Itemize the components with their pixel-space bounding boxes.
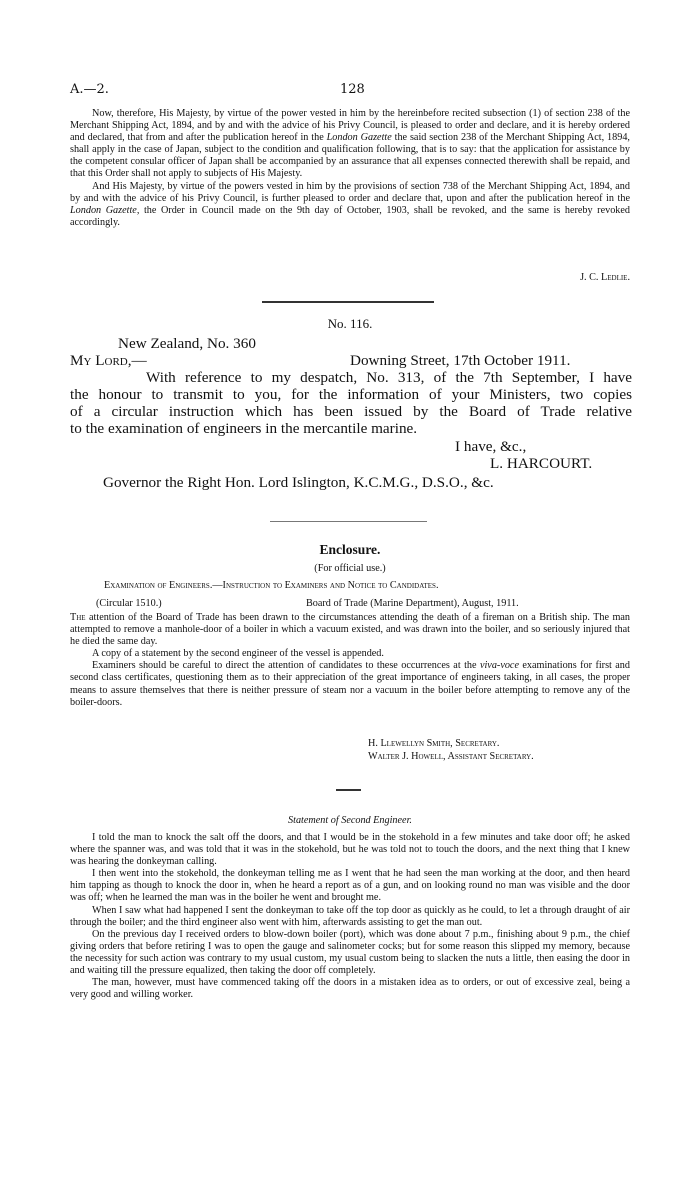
- gazette-name: London Gazette,: [70, 204, 140, 216]
- enclosure-paragraph-2: A copy of a statement by the second engineer of the vessel is appended.: [92, 648, 384, 660]
- enclosure-paragraph-1-lead: The: [70, 612, 86, 623]
- document-reference: A.—2.: [70, 82, 109, 97]
- assistant-secretary-signature: Walter J. Howell, Assistant Secretary.: [368, 751, 534, 762]
- enclosure-heading: Examination of Engineers.—Instruction to Examiners and Notice to Candidates.: [104, 580, 439, 591]
- section-divider: [262, 301, 434, 303]
- order-paragraph-2-text-a: And His Majesty, by virtue of the powers vested in him by the provisions of section 738 of the Merchant Shipping Act, 1894, and by and with the advice of his Privy Council, is further pleased to order and declare that, upon and after the publication hereof in the: [70, 180, 630, 204]
- secretary-signature: H. Llewellyn Smith, Secretary.: [368, 738, 500, 749]
- viva-voce-term: viva-voce: [479, 660, 519, 672]
- despatch-number: No. 116.: [327, 316, 373, 331]
- enclosure-paragraph-3-text-b: examinations for first and second class certificates, questioning them as to their appreciation of the great importance of engineers taking, in all cases, the proper means to assure themselves that there is neither pressure of steam nor a vacuum in the boiler before attempting to remove any of the boiler-doors.: [70, 660, 630, 708]
- despatch-closing: I have, &c.,: [455, 438, 527, 455]
- despatch-line-1: With reference to my despatch, No. 313, of the 7th September, I have: [146, 369, 632, 386]
- statement-paragraph-4: On the previous day I received orders to blow-down boiler (port), which was done about 7 p.m., finishing about 9 p.m., the chief giving orders that before retiring I was to open the gauge and salinometer cocks; but for some reason this slipped my memory, because the necessity for such action was contrary to my usual custom, my usual custom being to slacken the nuts a little, then easing the door in and waiting till the pressure equalized, then taking the door off completely.: [70, 928, 630, 977]
- section-divider: [270, 521, 427, 522]
- statement-paragraph-3: When I saw what had happened I sent the donkeyman to take off the top door as quickly as he could, to let a through draught of air through the boiler; and the third engineer also went with him, afterwards assisting to get the man out.: [70, 904, 630, 928]
- order-paragraph-1: [70, 108, 630, 181]
- despatch-addressee: Governor the Right Hon. Lord Islington, K.C.M.G., D.S.O., &c.: [103, 474, 494, 491]
- despatch-line-4: to the examination of engineers in the mercantile marine.: [70, 420, 418, 437]
- statement-body: [70, 832, 630, 1001]
- despatch-line-2: the honour to transmit to you, for the information of your Ministers, two copies: [70, 386, 632, 403]
- enclosure-title: Enclosure.: [319, 542, 381, 557]
- despatch-signature: L. HARCOURT.: [490, 455, 593, 472]
- enclosure-paragraph-3: [70, 660, 630, 708]
- board-of-trade-date: Board of Trade (Marine Department), August, 1911.: [306, 598, 519, 609]
- enclosure-body: [70, 612, 630, 709]
- section-divider: [336, 789, 361, 791]
- order-paragraph-1-text-b: the said section 238 of the Merchant Shipping Act, 1894, shall apply in the case of Japan, subject to the condition and qualification following, that is to say: that the application for assistance by the competent consular officer of Japan shall be accompanied by an assurance that all expenses connected therewith shall be repaid, and that this Order shall not apply to subjects of His Majesty.: [70, 132, 630, 180]
- enclosure-paragraph-1: [70, 612, 630, 648]
- enclosure-subtitle: (For official use.): [314, 563, 386, 574]
- order-paragraph-1-text-a: Now, therefore, His Majesty, by virtue of the power vested in him by the hereinbefore recited subsection (1) of section 238 of the Merchant Shipping Act, 1894, and by and with the advice of his Privy Council, is pleased to order and declare, and it is hereby ordered and declared, that from and after the publication hereof in the: [70, 108, 630, 144]
- order-signature: J. C. Ledlie.: [580, 272, 630, 283]
- page-number: 128: [340, 82, 365, 97]
- order-paragraph-2: [70, 181, 630, 229]
- despatch-line-3: of a circular instruction which has been issued by the Board of Trade relative: [70, 403, 632, 420]
- circular-number: (Circular 1510.): [96, 598, 162, 609]
- place-date: Downing Street, 17th October 1911.: [350, 352, 571, 369]
- statement-paragraph-2: I then went into the stokehold, the donkeyman telling me as I went that he had seen the man working at the door, and then heard him tapping as though to knock the door in, when he heard a report as of a gun, and on looking round no man was visible and the door was off; when he learned the man was in the boiler he went and brought me.: [70, 868, 630, 904]
- gazette-name: London Gazette: [326, 132, 392, 144]
- statement-paragraph-1: I told the man to knock the salt off the doors, and that I would be in the stokehold in a few minutes and take door off; he asked where the spanner was, and was told that it was in the stokehold, but he was told not to touch the doors, and the next thing that I knew was hearing the donkeyman calling.: [70, 832, 630, 868]
- statement-paragraph-5: The man, however, must have commenced taking off the doors in a mistaken idea as to orders, or out of excessive zeal, being a very good and willing worker.: [70, 977, 630, 1001]
- enclosure-paragraph-3-text-a: Examiners should be careful to direct the attention of candidates to these occurrences at the: [92, 660, 480, 672]
- statement-title: [70, 815, 630, 827]
- order-paragraph-2-text-b: the Order in Council made on the 9th day of October, 1903, shall be revoked, and the same is hereby revoked accordingly.: [70, 204, 630, 228]
- enclosure-paragraph-1-text: attention of the Board of Trade has been drawn to the circumstances attending the death of a fireman on a British ship. The man attempted to remove a manhole-door of a boiler in which a vacuum existed, and was drawn into the boiler, and so seriously injured that he died the same day.: [70, 612, 630, 648]
- order-in-council-text: [70, 108, 630, 229]
- new-zealand-number: New Zealand, No. 360: [118, 335, 256, 352]
- salutation: My Lord,—: [70, 352, 147, 369]
- statement-title-text: Statement of Second Engineer.: [288, 815, 412, 826]
